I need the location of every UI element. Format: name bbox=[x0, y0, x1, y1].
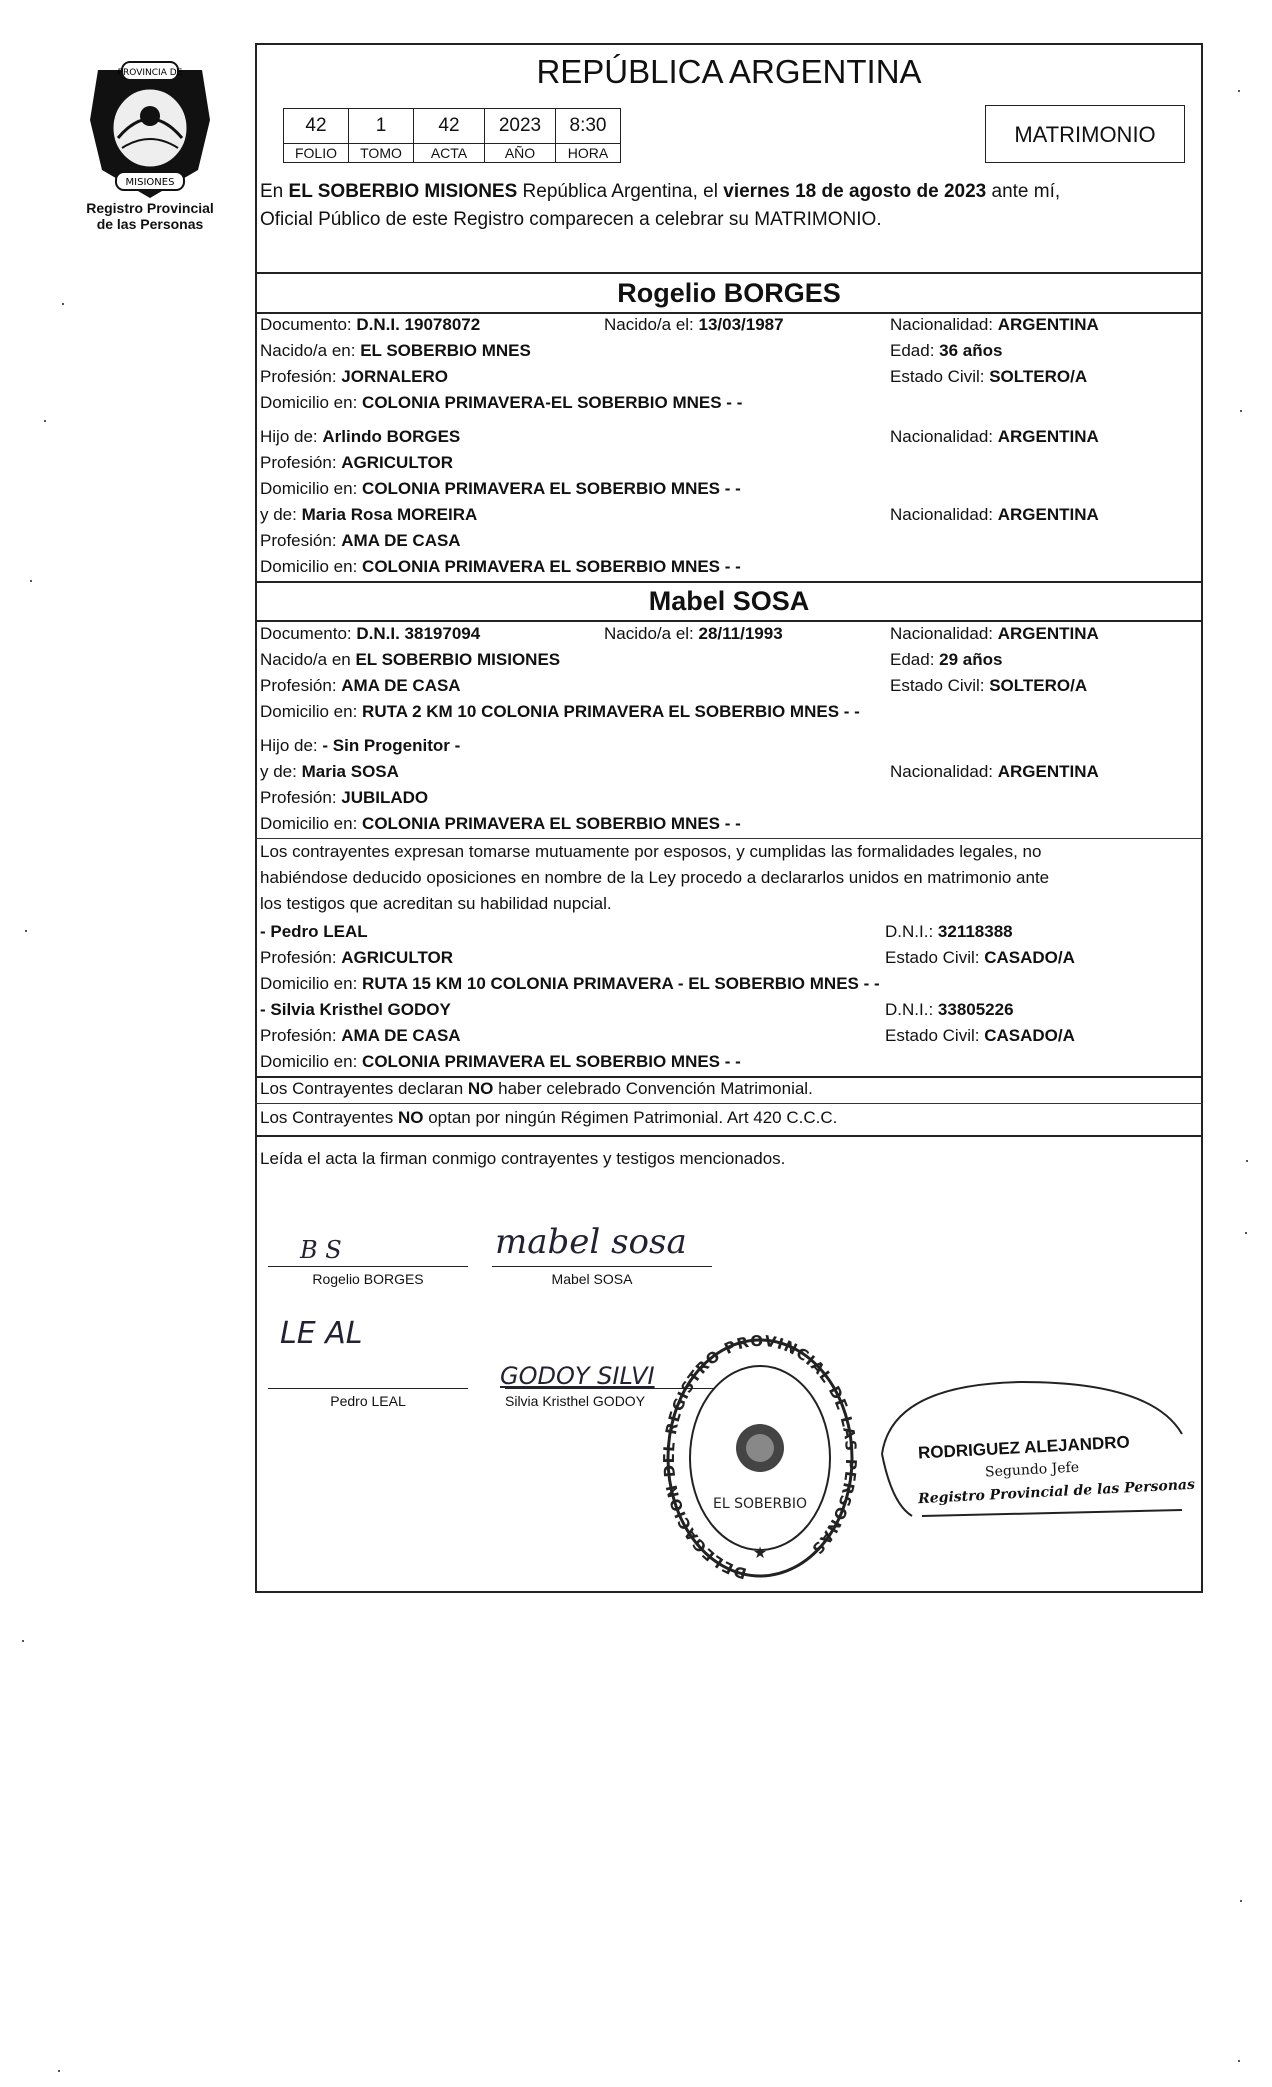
spouse2-document: Documento: D.N.I. 38197094 bbox=[260, 624, 481, 643]
witness2-dni: D.N.I.: 33805226 bbox=[885, 1000, 1014, 1019]
spouse1-mother: y de: Maria Rosa MOREIRA bbox=[260, 505, 478, 524]
spouse1-address: Domicilio en: COLONIA PRIMAVERA-EL SOBERBIO MNES - - bbox=[260, 393, 743, 412]
svg-text:★: ★ bbox=[752, 1545, 768, 1562]
witness2-address: Domicilio en: COLONIA PRIMAVERA EL SOBERBIO MNES - - bbox=[260, 1052, 741, 1071]
spouse2-civil-status: Estado Civil: SOLTERO/A bbox=[890, 676, 1088, 695]
spouse2-age: Edad: 29 años bbox=[890, 650, 1003, 669]
spouse2-birthplace: Nacido/a en EL SOBERBIO MISIONES bbox=[260, 650, 561, 669]
closing-statement: Leída el acta la firman conmigo contrayentes y testigos mencionados. bbox=[260, 1149, 786, 1168]
logo-caption-line2: de las Personas bbox=[96, 216, 204, 232]
spouse2-mother-address: Domicilio en: COLONIA PRIMAVERA EL SOBERBIO MNES - - bbox=[260, 814, 741, 833]
spouse1-mother-nationality: Nacionalidad: ARGENTINA bbox=[890, 505, 1099, 524]
year-label: AÑO bbox=[485, 144, 556, 163]
spouse1-father: Hijo de: Arlindo BORGES bbox=[260, 427, 461, 446]
witness1-profession: Profesión: AGRICULTOR bbox=[260, 948, 454, 967]
logo-ring-top: PROVINCIA DE bbox=[117, 68, 183, 78]
official-name: RODRIGUEZ ALEJANDRO bbox=[917, 1432, 1131, 1463]
spouse1-civil-status: Estado Civil: SOLTERO/A bbox=[890, 367, 1088, 386]
official-role: Segundo Jefe bbox=[984, 1459, 1080, 1481]
witness2-civil-status: Estado Civil: CASADO/A bbox=[885, 1026, 1075, 1045]
declaration-line2: habiéndose deducido oposiciones en nombre de la Ley procedo a declararlos unidos en matrimonio ante bbox=[260, 868, 1050, 887]
declaration-line3: los testigos que acreditan su habilidad nupcial. bbox=[260, 894, 612, 913]
logo-caption bbox=[70, 200, 230, 232]
spouse1-birthdate: Nacido/a el: 13/03/1987 bbox=[604, 315, 784, 334]
signature-silvia: GODOY SILVI bbox=[500, 1362, 655, 1390]
seal-ring-text: DELEGACION DEL REGISTRO PROVINCIAL DE LAS PERSONAS bbox=[660, 1331, 860, 1583]
witness1-civil-status: Estado Civil: CASADO/A bbox=[885, 948, 1075, 967]
folio-label: FOLIO bbox=[284, 144, 349, 163]
intro-line1: En EL SOBERBIO MISIONES República Argentina, el viernes 18 de agosto de 2023 ante mí, bbox=[260, 181, 1061, 202]
signature-caption-pedro: Pedro LEAL bbox=[330, 1393, 406, 1409]
convention-line2: Los Contrayentes NO optan por ningún Régimen Patrimonial. Art 420 C.C.C. bbox=[260, 1108, 838, 1127]
acta-label: ACTA bbox=[414, 144, 485, 163]
signature-pedro: LE AL bbox=[280, 1316, 363, 1351]
spouse1-profession: Profesión: JORNALERO bbox=[260, 367, 448, 386]
signature-rogelio: B S bbox=[300, 1236, 342, 1264]
witness2-name: - Silvia Kristhel GODOY bbox=[260, 1000, 451, 1019]
province-logo bbox=[70, 60, 230, 200]
time-value: 8:30 bbox=[556, 109, 621, 144]
witness2-profession: Profesión: AMA DE CASA bbox=[260, 1026, 461, 1045]
signature-caption-rogelio: Rogelio BORGES bbox=[312, 1271, 424, 1287]
witness1-address: Domicilio en: RUTA 15 KM 10 COLONIA PRIMAVERA - EL SOBERBIO MNES - - bbox=[260, 974, 880, 993]
spouse2-mother: y de: Maria SOSA bbox=[260, 762, 399, 781]
witness1-name: - Pedro LEAL bbox=[260, 922, 368, 941]
spouse2-birthdate: Nacido/a el: 28/11/1993 bbox=[604, 624, 783, 643]
signature-mabel: mabel sosa bbox=[495, 1222, 687, 1262]
spouse2-address: Domicilio en: RUTA 2 KM 10 COLONIA PRIMAVERA EL SOBERBIO MNES - - bbox=[260, 702, 860, 721]
signature-caption-silvia: Silvia Kristhel GODOY bbox=[505, 1393, 646, 1409]
spouse1-age: Edad: 36 años bbox=[890, 341, 1003, 360]
spouse1-mother-address: Domicilio en: COLONIA PRIMAVERA EL SOBERBIO MNES - - bbox=[260, 557, 741, 576]
signature-caption-mabel: Mabel SOSA bbox=[551, 1271, 633, 1287]
spouse1-nationality: Nacionalidad: ARGENTINA bbox=[890, 315, 1099, 334]
page-title: REPÚBLICA ARGENTINA bbox=[536, 53, 922, 90]
spouse1-mother-profession: Profesión: AMA DE CASA bbox=[260, 531, 461, 550]
tomo-value: 1 bbox=[349, 109, 414, 144]
folio-value: 42 bbox=[284, 109, 349, 144]
registry-table bbox=[283, 108, 621, 163]
spouse1-father-profession: Profesión: AGRICULTOR bbox=[260, 453, 454, 472]
spouse1-father-nationality: Nacionalidad: ARGENTINA bbox=[890, 427, 1099, 446]
spouse2-mother-profession: Profesión: JUBILADO bbox=[260, 788, 429, 807]
intro-line2: Oficial Público de este Registro comparecen a celebrar su MATRIMONIO. bbox=[260, 209, 882, 230]
seal-center-text: EL SOBERBIO bbox=[713, 1496, 807, 1512]
spouse1-birthplace: Nacido/a en: EL SOBERBIO MNES bbox=[260, 341, 531, 360]
spouse2-nationality: Nacionalidad: ARGENTINA bbox=[890, 624, 1099, 643]
time-label: HORA bbox=[556, 144, 621, 163]
year-value: 2023 bbox=[485, 109, 556, 144]
spouse1-document: Documento: D.N.I. 19078072 bbox=[260, 315, 481, 334]
convention-line1: Los Contrayentes declaran NO haber celebrado Convención Matrimonial. bbox=[260, 1079, 813, 1098]
spouse2-name: Mabel SOSA bbox=[648, 586, 810, 616]
spouse1-name: Rogelio BORGES bbox=[617, 278, 841, 308]
declaration-line1: Los contrayentes expresan tomarse mutuamente por esposos, y cumplidas las formalidades legales, no bbox=[260, 842, 1042, 861]
logo-caption-line1: Registro Provincial bbox=[86, 200, 214, 216]
record-type-box: MATRIMONIO bbox=[985, 105, 1185, 163]
delegation-seal bbox=[660, 1330, 860, 1590]
logo-ring-bottom: MISIONES bbox=[125, 177, 175, 188]
spouse2-father: Hijo de: - Sin Progenitor - bbox=[260, 736, 461, 755]
tomo-label: TOMO bbox=[349, 144, 414, 163]
spouse2-profession: Profesión: AMA DE CASA bbox=[260, 676, 461, 695]
spouse1-father-address: Domicilio en: COLONIA PRIMAVERA EL SOBERBIO MNES - - bbox=[260, 479, 741, 498]
spouse2-mother-nationality: Nacionalidad: ARGENTINA bbox=[890, 762, 1099, 781]
acta-value: 42 bbox=[414, 109, 485, 144]
official-office: Registro Provincial de las Personas bbox=[917, 1476, 1196, 1508]
witness1-dni: D.N.I.: 32118388 bbox=[885, 922, 1013, 941]
